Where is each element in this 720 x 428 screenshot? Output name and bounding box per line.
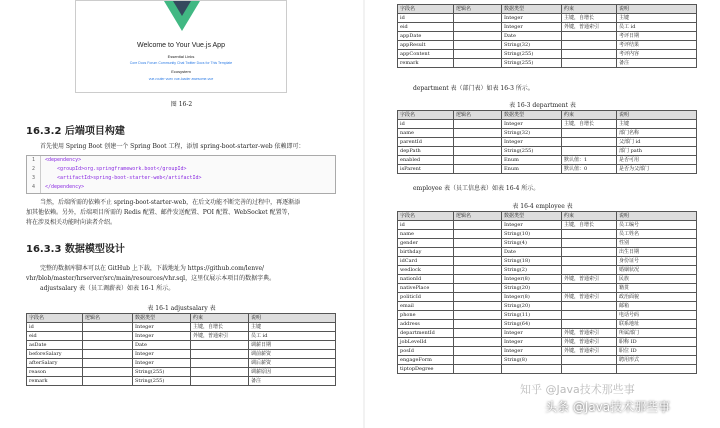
table-cell bbox=[454, 156, 502, 165]
table-row bbox=[27, 368, 336, 377]
table-cell: 外键，普通索引 bbox=[191, 332, 249, 341]
table-cell: 调薪日期 bbox=[249, 341, 336, 350]
right-page bbox=[365, 0, 720, 428]
figure-caption: 图 16-2 bbox=[170, 101, 193, 108]
table-cell bbox=[191, 350, 249, 359]
table-cell bbox=[454, 165, 502, 174]
line-number: 2 bbox=[31, 166, 35, 172]
table-cell: 是否为父部门 bbox=[617, 165, 697, 174]
table-row bbox=[398, 41, 697, 50]
table-row bbox=[398, 257, 697, 266]
table-cell bbox=[191, 368, 249, 377]
table-cell: 身份证号 bbox=[617, 257, 697, 266]
table-cell: appDate bbox=[398, 32, 454, 41]
table-cell: email bbox=[398, 302, 454, 311]
table-header-cell: 字段名 bbox=[398, 212, 454, 221]
table-header-row bbox=[398, 5, 697, 14]
vue-essential-heading: Essential Links bbox=[167, 54, 195, 59]
table-header-cell: 说明 bbox=[617, 212, 697, 221]
table-cell: 主键，自增长 bbox=[562, 221, 617, 230]
table-cell: idCard bbox=[398, 257, 454, 266]
table-cell: Integer bbox=[502, 23, 562, 32]
table-cell: Integer bbox=[133, 332, 191, 341]
table-cell: String(10) bbox=[502, 230, 562, 239]
table-cell: String(4) bbox=[502, 239, 562, 248]
table-cell bbox=[454, 50, 502, 59]
table-header-cell: 字段名 bbox=[27, 314, 83, 323]
table-cell: Date bbox=[502, 248, 562, 257]
table-cell: birthday bbox=[398, 248, 454, 257]
table-row bbox=[398, 147, 697, 156]
table-cell bbox=[454, 266, 502, 275]
paragraph-dependencies-3: 将在涉及相关功能时向读者介绍。 bbox=[26, 219, 117, 226]
table-cell: 婚姻状况 bbox=[617, 266, 697, 275]
table-cell: 员工 id bbox=[249, 332, 336, 341]
table-cell: 电话号码 bbox=[617, 311, 697, 320]
table-cell bbox=[502, 365, 562, 374]
code-line: <artifactId>spring-boot-starter-web</artifactId> bbox=[45, 175, 202, 181]
table-cell bbox=[454, 221, 502, 230]
table-cell bbox=[454, 356, 502, 365]
table-header-row bbox=[398, 111, 697, 120]
table-cell bbox=[454, 275, 502, 284]
table-row bbox=[398, 347, 697, 356]
table-cell: 主键，自增长 bbox=[191, 323, 249, 332]
table-cell bbox=[454, 239, 502, 248]
table-header-cell: 数据类型 bbox=[133, 314, 191, 323]
code-block bbox=[26, 155, 336, 194]
table-row bbox=[398, 275, 697, 284]
paragraph-dependencies-1: 当然，后端所需的依赖不止 spring-boot-starter-web，在后文功能不断完善的过程中，再逐渐添 bbox=[40, 199, 301, 206]
table-cell: String(8) bbox=[502, 356, 562, 365]
table-cell: 政治面貌 bbox=[617, 293, 697, 302]
table-cell: String(255) bbox=[502, 147, 562, 156]
table-cell: remark bbox=[398, 59, 454, 68]
table-cell bbox=[454, 120, 502, 129]
table-cell bbox=[617, 365, 697, 374]
table-cell: 民族 bbox=[617, 275, 697, 284]
table-cell: 邮箱 bbox=[617, 302, 697, 311]
table-header-cell: 约束 bbox=[562, 212, 617, 221]
table-cell: tiptopDegree bbox=[398, 365, 454, 374]
table-header-cell: 字段名 bbox=[398, 111, 454, 120]
table-row bbox=[398, 266, 697, 275]
table-header-cell: 逻辑名 bbox=[454, 5, 502, 14]
table-cell: 主键 bbox=[617, 120, 697, 129]
table-cell: 部门 path bbox=[617, 147, 697, 156]
table-row bbox=[398, 156, 697, 165]
table-row bbox=[398, 356, 697, 365]
table-cell: 外键，普通索引 bbox=[562, 275, 617, 284]
vue-welcome-title: Welcome to Your Vue.js App bbox=[137, 42, 225, 49]
table-cell: Integer bbox=[133, 359, 191, 368]
table-row bbox=[398, 50, 697, 59]
table-caption: 表 16-3 department 表 bbox=[509, 102, 576, 109]
table-cell: Integer bbox=[133, 323, 191, 332]
table-cell bbox=[454, 147, 502, 156]
paragraph-dependencies-2: 加其他依赖。另外，后端项目所需的 Redis 配置、邮件发送配置、POI 配置、WebSocket 配置等， bbox=[26, 209, 294, 216]
table-cell: name bbox=[398, 129, 454, 138]
table-cell bbox=[562, 365, 617, 374]
table-cell: String(255) bbox=[133, 368, 191, 377]
table-cell: Integer(8) bbox=[502, 293, 562, 302]
table-cell bbox=[454, 311, 502, 320]
table-cell: nativePlace bbox=[398, 284, 454, 293]
table-cell bbox=[454, 338, 502, 347]
table-cell bbox=[454, 293, 502, 302]
table-row bbox=[27, 341, 336, 350]
table-cell: Integer bbox=[502, 347, 562, 356]
table-cell: eid bbox=[27, 332, 83, 341]
table-cell: 考评日期 bbox=[617, 32, 697, 41]
table-cell: gender bbox=[398, 239, 454, 248]
table-cell: Enum bbox=[502, 156, 562, 165]
table-cell bbox=[562, 302, 617, 311]
toutiao-watermark: 头条 @Java技术那些事 bbox=[545, 400, 671, 414]
table-header-cell: 约束 bbox=[191, 314, 249, 323]
table-row bbox=[398, 221, 697, 230]
line-number: 3 bbox=[31, 175, 35, 181]
table-cell: isParent bbox=[398, 165, 454, 174]
adjustsalary-table bbox=[26, 313, 336, 386]
table-row bbox=[398, 23, 697, 32]
table-cell bbox=[454, 138, 502, 147]
table-cell: jobLevelId bbox=[398, 338, 454, 347]
line-number: 4 bbox=[31, 184, 35, 190]
table-cell: beforeSalary bbox=[27, 350, 83, 359]
table-cell: 考评结果 bbox=[617, 41, 697, 50]
table-cell bbox=[454, 347, 502, 356]
table-cell bbox=[562, 248, 617, 257]
table-cell: 部门名称 bbox=[617, 129, 697, 138]
table-cell: 聘用形式 bbox=[617, 356, 697, 365]
table-cell: String(2) bbox=[502, 266, 562, 275]
table-row bbox=[398, 248, 697, 257]
table-cell: String(32) bbox=[502, 129, 562, 138]
table-row bbox=[398, 302, 697, 311]
table-cell: 考评内容 bbox=[617, 50, 697, 59]
table-cell bbox=[454, 248, 502, 257]
table-header-cell: 说明 bbox=[617, 111, 697, 120]
table-cell bbox=[454, 129, 502, 138]
table-cell bbox=[454, 257, 502, 266]
table-cell: wedlock bbox=[398, 266, 454, 275]
table-cell: 备注 bbox=[249, 377, 336, 386]
table-cell bbox=[562, 257, 617, 266]
table-cell: String(18) bbox=[502, 257, 562, 266]
table-cell bbox=[562, 50, 617, 59]
table-cell bbox=[454, 320, 502, 329]
table-cell: enabled bbox=[398, 156, 454, 165]
table-header-cell: 说明 bbox=[249, 314, 336, 323]
table-cell: politicId bbox=[398, 293, 454, 302]
table-cell: remark bbox=[27, 377, 83, 386]
table-header-cell: 逻辑名 bbox=[83, 314, 133, 323]
table-row bbox=[27, 350, 336, 359]
table-cell: 主键 bbox=[249, 323, 336, 332]
table-cell bbox=[562, 32, 617, 41]
vue-app-screenshot bbox=[75, 0, 287, 93]
table-cell bbox=[562, 230, 617, 239]
table-cell: departmentId bbox=[398, 329, 454, 338]
code-line: <groupId>org.springframework.boot</groupId> bbox=[45, 166, 187, 172]
table-cell bbox=[83, 377, 133, 386]
paragraph-download-1: 完整的数据库脚本可以在 GitHub 上下载，下载地址为 https://github.com/lenve/ bbox=[40, 265, 265, 272]
table-header-cell: 字段名 bbox=[398, 5, 454, 14]
table-row bbox=[398, 311, 697, 320]
vue-essential-links: Core Docs Forum Community Chat Twitter Docs for This Template bbox=[129, 61, 233, 65]
table-cell: String(255) bbox=[502, 50, 562, 59]
table-header-cell: 数据类型 bbox=[502, 212, 562, 221]
table-cell: id bbox=[27, 323, 83, 332]
table-cell: String(32) bbox=[502, 41, 562, 50]
table-cell: asDate bbox=[27, 341, 83, 350]
table-cell: Integer bbox=[502, 221, 562, 230]
table-cell: nationId bbox=[398, 275, 454, 284]
table-header-cell: 数据类型 bbox=[502, 111, 562, 120]
table-cell: String(20) bbox=[502, 284, 562, 293]
table-cell: 员工编号 bbox=[617, 221, 697, 230]
table-cell bbox=[83, 368, 133, 377]
table-row bbox=[398, 14, 697, 23]
table-cell bbox=[454, 284, 502, 293]
table-cell bbox=[562, 320, 617, 329]
table-cell: 籍贯 bbox=[617, 284, 697, 293]
table-header-cell: 逻辑名 bbox=[454, 111, 502, 120]
table-cell: 主键 bbox=[617, 14, 697, 23]
paragraph-download-2: vhr/blob/master/hrserver/src/main/resources/vhr.sql，这里仅展示本项目的数据字典。 bbox=[26, 275, 276, 282]
table-cell bbox=[562, 311, 617, 320]
vue-ecosystem-heading: Ecosystem bbox=[171, 69, 191, 74]
table-row bbox=[398, 320, 697, 329]
table-caption: 表 16-4 employee 表 bbox=[512, 203, 573, 210]
code-line: <dependency> bbox=[45, 157, 82, 163]
department-table bbox=[397, 110, 697, 174]
table-header-row bbox=[27, 314, 336, 323]
table-row bbox=[27, 332, 336, 341]
table-header-row bbox=[398, 212, 697, 221]
table-cell: 外键，普通索引 bbox=[562, 338, 617, 347]
table-cell: 外键，普通索引 bbox=[562, 347, 617, 356]
table-cell: 默认值：1 bbox=[562, 156, 617, 165]
table-cell bbox=[454, 365, 502, 374]
table-cell: String(20) bbox=[502, 302, 562, 311]
table-cell bbox=[191, 359, 249, 368]
table-cell: String(255) bbox=[502, 59, 562, 68]
table-cell: Enum bbox=[502, 165, 562, 174]
table-cell: 出生日期 bbox=[617, 248, 697, 257]
paragraph-department: department 表（部门表）如表 16-3 所示。 bbox=[413, 85, 534, 92]
table-cell: posId bbox=[398, 347, 454, 356]
table-cell: id bbox=[398, 120, 454, 129]
table-cell bbox=[562, 138, 617, 147]
table-cell: Integer bbox=[502, 138, 562, 147]
table-cell: Integer bbox=[133, 350, 191, 359]
table-cell: engageForm bbox=[398, 356, 454, 365]
table-cell bbox=[562, 284, 617, 293]
section-heading-backend: 16.3.2 后端项目构建 bbox=[26, 126, 125, 137]
table-row bbox=[398, 284, 697, 293]
table-caption: 表 16-1 adjustsalary 表 bbox=[147, 305, 216, 312]
table-cell bbox=[454, 23, 502, 32]
table-cell: id bbox=[398, 221, 454, 230]
table-cell: 调前薪资 bbox=[249, 350, 336, 359]
table-cell: 调薪原因 bbox=[249, 368, 336, 377]
table-cell bbox=[191, 377, 249, 386]
table-header-cell: 逻辑名 bbox=[454, 212, 502, 221]
table-cell bbox=[454, 14, 502, 23]
table-row bbox=[398, 138, 697, 147]
zhihu-watermark: 知乎 @Java技术那些事 bbox=[520, 383, 635, 396]
table-cell: appResult bbox=[398, 41, 454, 50]
table-cell: Integer bbox=[502, 329, 562, 338]
table-cell bbox=[454, 302, 502, 311]
table-row bbox=[398, 129, 697, 138]
paragraph-adjustsalary: adjustsalary 表（员工调薪表）如表 16-1 所示。 bbox=[40, 285, 175, 292]
table-cell: String(11) bbox=[502, 311, 562, 320]
table-row bbox=[398, 365, 697, 374]
table-cell: 调后薪资 bbox=[249, 359, 336, 368]
table-cell: 主键，自增长 bbox=[562, 14, 617, 23]
table-row bbox=[398, 329, 697, 338]
line-number: 1 bbox=[31, 157, 35, 163]
table-cell bbox=[562, 129, 617, 138]
table-cell: depPath bbox=[398, 147, 454, 156]
table-cell bbox=[562, 59, 617, 68]
table-row bbox=[27, 359, 336, 368]
table-cell: 联系地址 bbox=[617, 320, 697, 329]
table-cell: afterSalary bbox=[27, 359, 83, 368]
code-line: </dependency> bbox=[45, 184, 85, 190]
table-row bbox=[398, 338, 697, 347]
table-header-cell: 数据类型 bbox=[502, 5, 562, 14]
table-cell: reason bbox=[27, 368, 83, 377]
table-cell: 主键，自增长 bbox=[562, 120, 617, 129]
table-cell bbox=[83, 350, 133, 359]
vue-logo-inner-icon bbox=[173, 1, 191, 16]
table-cell: Date bbox=[502, 32, 562, 41]
appraise-table bbox=[397, 4, 697, 68]
table-cell: String(255) bbox=[133, 377, 191, 386]
table-cell bbox=[454, 41, 502, 50]
employee-table bbox=[397, 211, 697, 374]
table-row bbox=[27, 323, 336, 332]
table-cell: 外键，普通索引 bbox=[562, 23, 617, 32]
table-cell: Date bbox=[133, 341, 191, 350]
table-cell: 性别 bbox=[617, 239, 697, 248]
table-cell: 员工姓名 bbox=[617, 230, 697, 239]
table-cell bbox=[83, 359, 133, 368]
table-row bbox=[398, 239, 697, 248]
table-row bbox=[398, 120, 697, 129]
table-cell bbox=[83, 332, 133, 341]
table-cell: String(64) bbox=[502, 320, 562, 329]
table-cell: address bbox=[398, 320, 454, 329]
table-row bbox=[398, 230, 697, 239]
table-cell: Integer bbox=[502, 120, 562, 129]
table-cell: 职位 ID bbox=[617, 347, 697, 356]
table-cell: appContent bbox=[398, 50, 454, 59]
table-cell: 职称 ID bbox=[617, 338, 697, 347]
table-cell: 父部门 id bbox=[617, 138, 697, 147]
table-cell: 是否可用 bbox=[617, 156, 697, 165]
table-header-cell: 约束 bbox=[562, 111, 617, 120]
table-cell: 员工 id bbox=[617, 23, 697, 32]
table-cell bbox=[83, 341, 133, 350]
table-cell bbox=[191, 341, 249, 350]
table-cell bbox=[454, 32, 502, 41]
table-row bbox=[398, 59, 697, 68]
table-cell: 外键，普通索引 bbox=[562, 329, 617, 338]
paragraph-spring-boot: 首先使用 Spring Boot 创建一个 Spring Boot 工程，添加 spring-boot-starter-web 依赖即可： bbox=[40, 143, 305, 150]
table-row bbox=[398, 32, 697, 41]
table-cell: eid bbox=[398, 23, 454, 32]
table-cell: 默认值：0 bbox=[562, 165, 617, 174]
table-cell bbox=[454, 59, 502, 68]
table-cell: parentId bbox=[398, 138, 454, 147]
table-row bbox=[398, 165, 697, 174]
table-row bbox=[398, 293, 697, 302]
section-heading-data-model: 16.3.3 数据模型设计 bbox=[26, 244, 125, 255]
vue-ecosystem-links: vue-router vuex vue-loader awesome-vue bbox=[148, 77, 214, 81]
table-header-cell: 约束 bbox=[562, 5, 617, 14]
table-cell bbox=[562, 266, 617, 275]
table-cell bbox=[454, 329, 502, 338]
table-cell: id bbox=[398, 14, 454, 23]
table-cell bbox=[83, 323, 133, 332]
table-cell: Integer bbox=[502, 14, 562, 23]
table-cell: Integer bbox=[502, 338, 562, 347]
table-cell bbox=[562, 356, 617, 365]
table-cell: 备注 bbox=[617, 59, 697, 68]
table-cell: phone bbox=[398, 311, 454, 320]
table-cell: 所属部门 bbox=[617, 329, 697, 338]
table-header-cell: 说明 bbox=[617, 5, 697, 14]
table-cell: name bbox=[398, 230, 454, 239]
paragraph-employee: employee 表（员工信息表）如表 16-4 所示。 bbox=[413, 185, 540, 192]
table-row bbox=[27, 377, 336, 386]
table-cell: 外键，普通索引 bbox=[562, 293, 617, 302]
table-cell bbox=[454, 230, 502, 239]
table-cell bbox=[562, 41, 617, 50]
table-cell: Integer(8) bbox=[502, 275, 562, 284]
table-cell bbox=[562, 147, 617, 156]
table-cell bbox=[562, 239, 617, 248]
